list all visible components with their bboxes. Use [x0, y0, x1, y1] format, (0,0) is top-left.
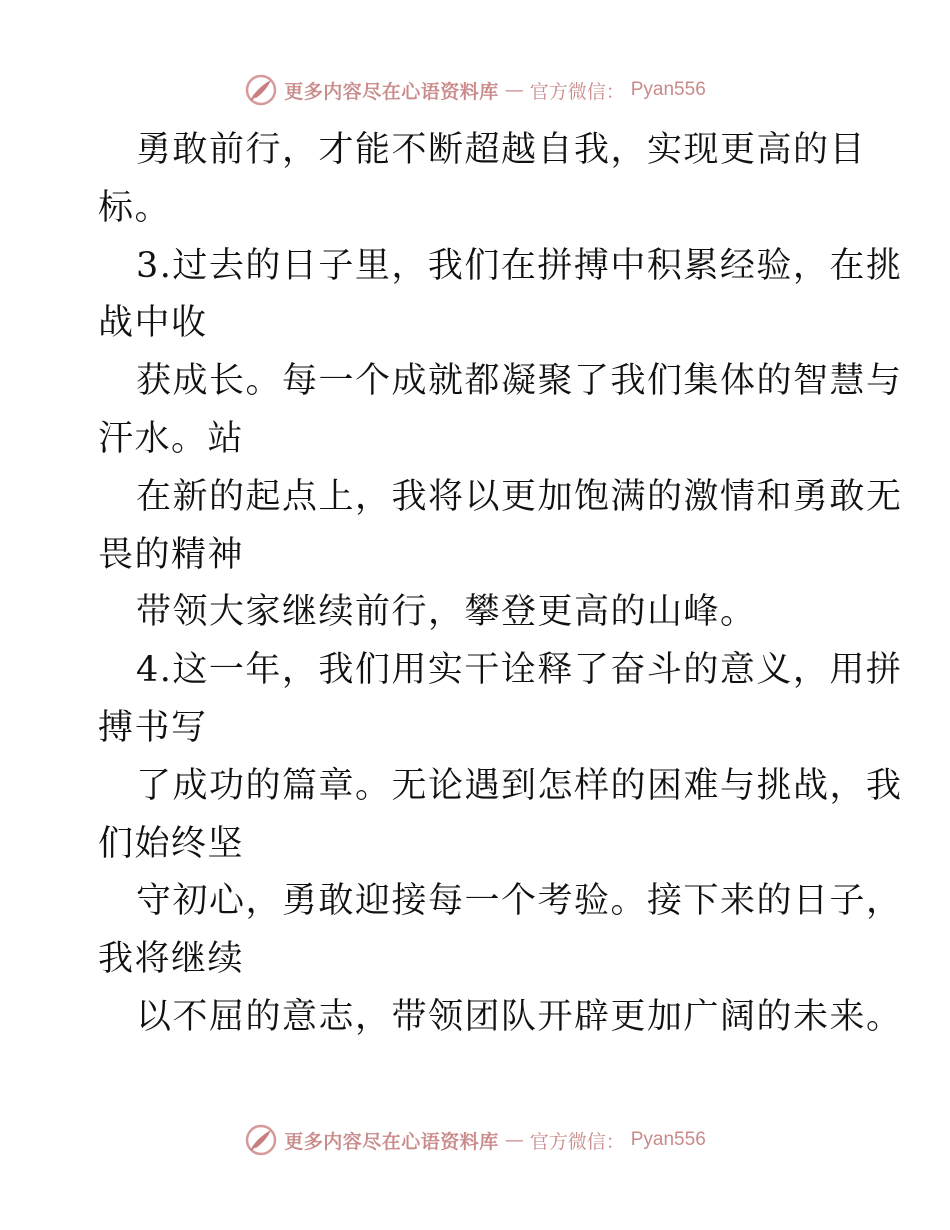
text-line: 战中收 [98, 303, 208, 344]
text-line: 标。 [98, 187, 172, 228]
quill-logo-icon [244, 73, 278, 107]
header-wechat-label: 官方微信： [529, 80, 625, 103]
footer-brand [244, 1123, 706, 1157]
text-line: 3.过去的日子里，我们在拼搏中积累经验，在挑 [136, 245, 903, 286]
footer-wechat-id: Pyan556 [630, 1129, 706, 1150]
header-separator: — [504, 79, 524, 101]
text-line: 了成功的篇章。无论遇到怎样的困难与挑战，我 [136, 765, 903, 806]
document-body [98, 122, 903, 1047]
footer-separator: — [504, 1129, 524, 1151]
text-line: 带领大家继续前行，攀登更高的山峰。 [136, 592, 757, 633]
text-line: 获成长。每一个成就都凝聚了我们集体的智慧与 [136, 361, 903, 402]
text-line: 4.这一年，我们用实干诠释了奋斗的意义，用拼 [136, 650, 903, 691]
header-brand-text: 更多内容尽在心语资料库 [284, 80, 499, 103]
text-line: 守初心，勇敢迎接每一个考验。接下来的日子， [136, 881, 903, 922]
page-header-watermark [0, 70, 950, 110]
page-footer-watermark [0, 1120, 950, 1160]
footer-brand-text: 更多内容尽在心语资料库 [284, 1130, 499, 1153]
text-line: 我将继续 [98, 939, 245, 980]
text-line: 们始终坚 [98, 823, 245, 864]
text-line: 以不屈的意志，带领团队开辟更加广阔的未来。 [136, 996, 903, 1037]
footer-wechat-label: 官方微信： [529, 1130, 625, 1153]
header-wechat-id: Pyan556 [630, 79, 706, 100]
text-line: 汗水。站 [98, 418, 245, 459]
text-line: 搏书写 [98, 707, 208, 748]
quill-logo-icon [244, 1123, 278, 1157]
text-line: 勇敢前行，才能不断超越自我，实现更高的目 [136, 130, 867, 170]
header-brand [244, 73, 706, 107]
text-line: 在新的起点上，我将以更加饱满的激情和勇敢无 [136, 476, 903, 517]
text-line: 畏的精神 [98, 534, 245, 575]
